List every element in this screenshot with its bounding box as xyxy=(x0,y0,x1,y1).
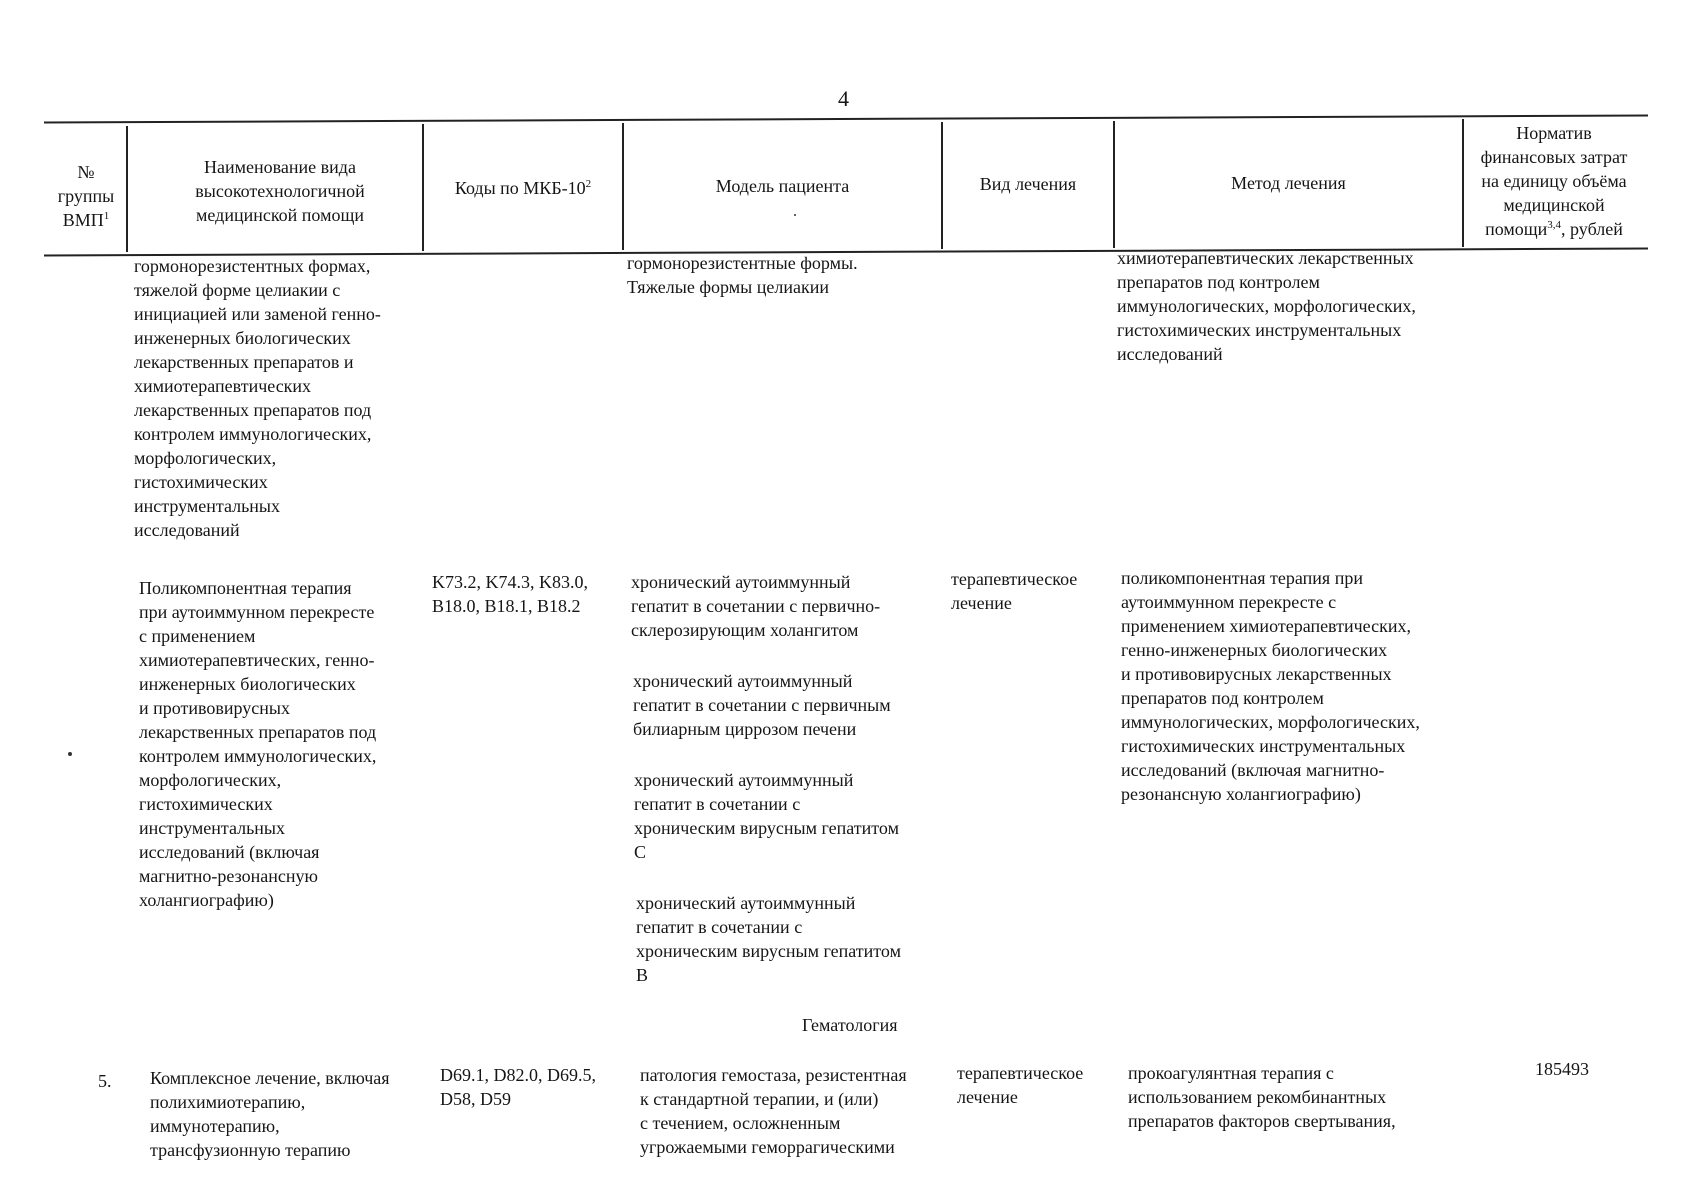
row-autoimmune-codes: K73.2, K74.3, K83.0, B18.0, B18.1, B18.2 xyxy=(432,572,588,616)
row-5-codes: D69.1, D82.0, D69.5, D58, D59 xyxy=(440,1065,596,1109)
row-5-method: прокоагулянтная терапия с использованием рекомбинантных препаратов факторов свертывания, xyxy=(1128,1063,1396,1131)
row-autoimmune-type: терапевтическое лечение xyxy=(951,569,1078,613)
section-title-hematology: Гематология xyxy=(802,1015,898,1035)
scan-speck xyxy=(794,214,796,216)
row-5-name: Комплексное лечение, включая полихимиотерапию, иммунотерапию, трансфузионную терапию xyxy=(150,1068,390,1160)
header-group-number xyxy=(46,160,126,232)
header-icd-codes xyxy=(424,176,622,200)
header-financial-norm xyxy=(1458,121,1650,241)
row-5-financial-norm: 185493 xyxy=(1535,1059,1589,1079)
header-financial-norm-text: Норматив финансовых затрат на единицу объёма медицинской помощи xyxy=(1480,123,1628,239)
row-5-model: патология гемостаза, резистентная к стандартной терапии, и (или) с течением, осложненным угрожаемыми геморрагическими xyxy=(640,1065,907,1157)
row-autoimmune-model-4: хронический аутоиммунный гепатит в сочетании с хроническим вирусным гепатитом B xyxy=(636,893,901,985)
header-name: Наименование вида высокотехнологичной медицинской помощи xyxy=(195,157,365,225)
row-autoimmune-name: Поликомпонентная терапия при аутоиммунном перекресте с применением химиотерапевтических, генно- инженерных биологических и противовирусных лекарственных препаратов под контролем иммунологических, морфологических, гистохимических инструментальных исследований (включая магнитно-резонансную холангиографию) xyxy=(139,578,377,910)
row-autoimmune-model-2: хронический аутоиммунный гепатит в сочетании с первичным билиарным циррозом печени xyxy=(633,671,891,739)
header-col-divider xyxy=(126,126,128,252)
row-continuation-model: гормонорезистентные формы. Тяжелые формы целиакии xyxy=(627,253,858,297)
page-number: 4 xyxy=(838,86,849,111)
header-group-number-footnote: 1 xyxy=(103,210,110,222)
scan-speck xyxy=(68,752,72,756)
header-treatment-type: Вид лечения xyxy=(979,174,1077,194)
row-autoimmune-method: поликомпонентная терапия при аутоиммунном перекресте с применением химиотерапевтических, генно-инженерных биологических и противовирусных лекарственных препаратов под контролем иммунологических, морфологических, гистохимических инструментальных исследований (включая магнитно- резонансную холангиографию) xyxy=(1121,568,1420,804)
header-icd-codes-text: Коды по МКБ-10 xyxy=(454,178,586,198)
header-top-border xyxy=(44,115,1648,124)
header-group-number-text: № группы ВМП xyxy=(57,162,115,230)
header-financial-norm-footnote: 3,4 xyxy=(1547,219,1562,231)
header-icd-codes-footnote: 2 xyxy=(585,178,592,190)
header-treatment-method: Метод лечения xyxy=(1231,173,1346,193)
header-patient-model: Модель пациента xyxy=(715,176,850,196)
row-autoimmune-model-3: хронический аутоиммунный гепатит в сочетании с хроническим вирусным гепатитом C xyxy=(634,770,899,862)
header-financial-norm-unit: , рублей xyxy=(1561,219,1623,239)
row-5-type: терапевтическое лечение xyxy=(957,1063,1084,1107)
row-autoimmune-model-1: хронический аутоиммунный гепатит в сочетании с первично- склерозирующим холангитом xyxy=(631,572,881,640)
row-continuation-method: химиотерапевтических лекарственных препаратов под контролем иммунологических, морфологических, гистохимических инструментальных исследований xyxy=(1117,248,1416,364)
row-continuation-name: гормонорезистентных формах, тяжелой форме целиакии с инициацией или заменой генно- инженерных биологических лекарственных препаратов и химиотерапевтических лекарственных препаратов под контролем иммунологических, морфологических, гистохимических инструментальных исследований xyxy=(134,256,381,540)
row-5-group-number: 5. xyxy=(98,1071,112,1091)
